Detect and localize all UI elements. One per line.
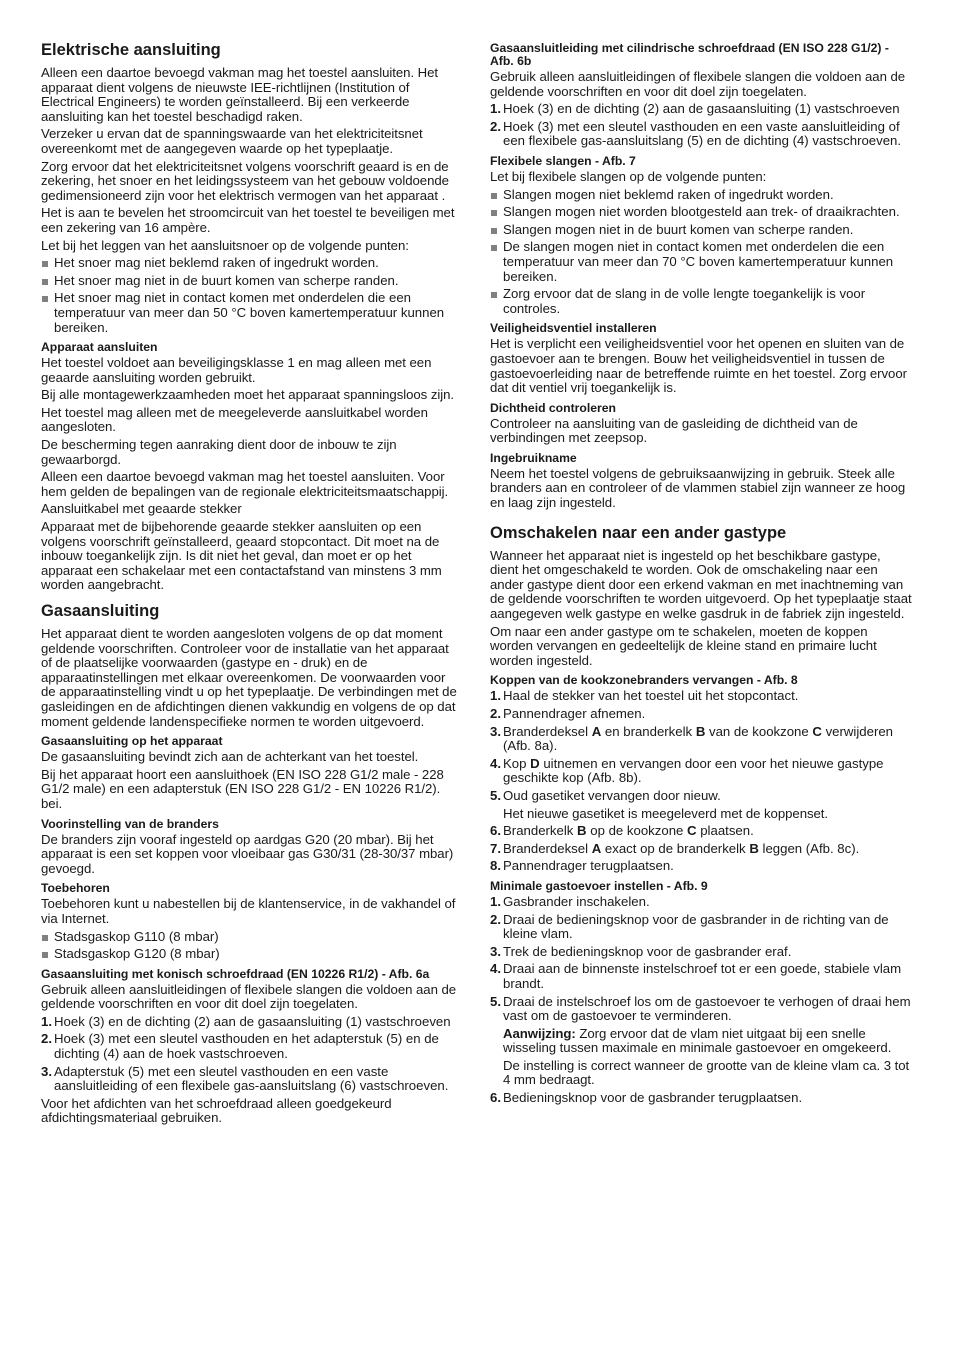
paragraph: Gebruik alleen aansluitleidingen of flexibele slangen die voldoen aan de geldende voorschriften en voor dit doel zijn toegelaten. — [490, 69, 906, 99]
heading-konisch-schroefdraad: Gasaansluiting met konisch schroefdraad (EN 10226 R1/2) - Afb. 6a — [41, 966, 430, 981]
heading-minimale-gastoevoer: Minimale gastoevoer instellen - Afb. 9 — [490, 878, 708, 893]
step-number: 2. — [490, 706, 501, 721]
list-item-text: Slangen mogen niet beklemd raken of ingedrukt worden. — [503, 186, 834, 202]
bullet-square-icon — [491, 210, 497, 216]
step-number: 1. — [490, 688, 501, 704]
part-label: B — [749, 840, 759, 856]
list-item-text: Trek de bedieningsknop voor de gasbrander eraf. — [503, 943, 792, 959]
paragraph: Verzeker u ervan dat de spanningswaarde van het elektriciteitsnet overeenkomt met de aangegeven waarde op het typeplaatje. — [41, 126, 423, 156]
heading-cilindrische-schroefdraad: Gasaansluitleiding met cilindrische schroefdraad (EN ISO 228 G1/2) - Afb. 6b — [490, 41, 889, 68]
step-number: 2. — [490, 118, 501, 134]
step-number: 5. — [490, 993, 501, 1009]
bullet-list — [41, 256, 463, 335]
heading-gasaansluiting-op-apparaat: Gasaansluiting op het apparaat — [41, 734, 223, 749]
paragraph: De bescherming tegen aanraking dient door de inbouw te zijn gewaarborgd. — [41, 437, 397, 467]
list-item-text: De slangen mogen niet in contact komen met onderdelen die een temperatuur van meer dan 70 °C boven kamertemperatuur kunnen bereiken. — [503, 239, 894, 284]
list-item-text — [503, 724, 893, 754]
list-item-text: Het snoer mag niet in de buurt komen van scherpe randen. — [54, 272, 399, 288]
paragraph: Het is aan te bevelen het stroomcircuit van het toestel te beveiligen met een zekering van 16 ampère. — [41, 205, 455, 235]
list-item-text: Hoek (3) en de dichting (2) aan de gasaansluiting (1) vastschroeven — [503, 101, 900, 117]
list-item-text: Slangen mogen niet in de buurt komen van scherpe randen. — [503, 221, 854, 237]
paragraph: Controleer na aansluiting van de gasleiding de dichtheid van de verbindingen met zeepsop. — [490, 415, 858, 446]
bullet-square-icon — [42, 935, 48, 941]
paragraph: Om naar een ander gastype om te schakelen, moeten de koppen worden vervangen en gedeeltelijk de kleine stand en primaire lucht worden ingesteld. — [490, 623, 877, 668]
list-item-text: Stadsgaskop G120 (8 mbar) — [54, 946, 220, 962]
paragraph: Gebruik alleen aansluitleidingen of flexibele slangen die voldoen aan de geldende voorschriften en voor dit doel zijn toegelaten. — [41, 981, 457, 1012]
step-number: 8. — [490, 858, 501, 874]
bullet-square-icon — [42, 296, 48, 302]
bullet-square-icon — [491, 193, 497, 199]
heading-voorinstelling-branders: Voorinstelling van de branders — [41, 816, 219, 831]
list-item — [490, 205, 912, 220]
list-item — [490, 689, 912, 704]
bullet-square-icon — [42, 952, 48, 958]
list-item-text: Hoek (3) met een sleutel vasthouden en een vaste aansluitleiding of een flexibele gas-aansluitslang (5) en de dichting (4) vastschroeven. — [503, 118, 902, 149]
step-number: 4. — [490, 961, 501, 977]
paragraph: Toebehoren kunt u nabestellen bij de klantenservice, in de vakhandel of via Internet. — [41, 896, 456, 926]
step-number: 7. — [490, 840, 501, 856]
list-item — [490, 757, 912, 786]
list-item-text — [503, 823, 754, 838]
paragraph: Alleen een daartoe bevoegd vakman mag het toestel aansluiten. Voor hem gelden de bepalingen van de regionale elektriciteitsmaatschappij. — [41, 469, 449, 499]
list-item — [490, 725, 912, 754]
paragraph: Het toestel voldoet aan beveiligingsklasse 1 en mag alleen met een geaarde aansluiting worden gebruikt. — [41, 355, 432, 385]
part-label: B — [695, 723, 706, 739]
heading-dichtheid-controleren: Dichtheid controleren — [490, 400, 616, 415]
numbered-list — [490, 689, 912, 803]
part-label: C — [687, 823, 697, 839]
list-item-text: Pannendrager terugplaatsen. — [503, 858, 674, 874]
text-run: exact op de branderkelk — [601, 840, 750, 856]
step-note: Het nieuwe gasetiket is meegeleverd met de koppenset. — [503, 805, 829, 821]
list-item — [41, 1032, 463, 1061]
list-item-text: Haal de stekker van het toestel uit het stopcontact. — [503, 688, 799, 704]
paragraph: Aansluitkabel met geaarde stekker — [41, 501, 242, 517]
heading-gasaansluiting: Gasaansluiting — [41, 602, 160, 620]
list-item-text — [503, 756, 884, 786]
text-run: plaatsen. — [696, 823, 754, 839]
list-item — [490, 287, 912, 316]
note-paragraph — [490, 1027, 912, 1056]
part-label: C — [812, 723, 822, 739]
step-number: 3. — [41, 1063, 52, 1079]
list-item — [490, 188, 912, 203]
left-column — [41, 40, 463, 1129]
numbered-list — [490, 102, 912, 149]
list-item — [490, 913, 912, 942]
numbered-list — [41, 1015, 463, 1094]
paragraph: Het toestel mag alleen met de meegeleverde aansluitkabel worden aangesloten. — [41, 404, 428, 435]
list-item-text: Draai aan de binnenste instelschroef tot er een goede, stabiele vlam brandt. — [503, 961, 902, 991]
list-item — [41, 274, 463, 289]
heading-veiligheidsventiel: Veiligheidsventiel installeren — [490, 321, 657, 336]
text-run: Branderdeksel — [503, 840, 592, 856]
heading-koppen-vervangen: Koppen van de kookzonebranders vervangen - Afb. 8 — [490, 673, 798, 688]
note-text: Zorg ervoor dat de vlam niet uitgaat bij een snelle wisseling tussen maximale en minimale gastoevoer en omgekeerd. — [503, 1025, 892, 1056]
paragraph: Alleen een daartoe bevoegd vakman mag het toestel aansluiten. Het apparaat dient volgens de nieuwste IEE-richtlijnen (Institution of Electrical Engineers) te worden geïnstalleerd. Bij een verkeerde aansluiting kan het toestel beschadigd raken. — [41, 65, 439, 124]
list-item-text: Hoek (3) met een sleutel vasthouden en het adapterstuk (5) en de dichting (4) aan de hoek vastschroeven. — [54, 1031, 439, 1062]
heading-omschakelen-gastype: Omschakelen naar een ander gastype — [490, 523, 787, 542]
bullet-list — [490, 188, 912, 317]
note-label: Aanwijzing: — [503, 1025, 576, 1041]
text-run: op de kookzone — [586, 823, 688, 839]
step-number: 2. — [41, 1031, 52, 1047]
list-item — [490, 223, 912, 238]
part-label: A — [591, 840, 602, 856]
paragraph: De gasaansluiting bevindt zich aan de achterkant van het toestel. — [41, 749, 419, 765]
numbered-list — [490, 1091, 912, 1106]
list-item — [490, 895, 912, 910]
list-item-text: Stadsgaskop G110 (8 mbar) — [54, 928, 219, 944]
list-item — [41, 1065, 463, 1094]
list-item-text: Zorg ervoor dat de slang in de volle lengte toegankelijk is voor controles. — [503, 286, 866, 316]
list-item — [490, 1091, 912, 1106]
list-item-text: Oud gasetiket vervangen door nieuw. — [503, 787, 721, 803]
list-item — [490, 945, 912, 960]
list-item — [41, 291, 463, 335]
step-number: 3. — [490, 723, 501, 739]
paragraph: Let bij flexibele slangen op de volgende punten: — [490, 168, 767, 184]
list-item — [41, 947, 463, 962]
paragraph: Het is verplicht een veiligheidsventiel voor het openen en sluiten van de gastoevoer aan te brengen. Bouw het veiligheidsventiel in tussen de gastoevoerleiding naar de betreffende ruimte en het toestel. Zorg ervoor dat dit ventiel vrij toegankelijk is. — [490, 336, 907, 396]
paragraph: Voor het afdichten van het schroefdraad alleen goedgekeurd afdichtingsmateriaal gebruiken. — [41, 1095, 392, 1126]
bullet-square-icon — [491, 228, 497, 234]
heading-ingebruikname: Ingebruikname — [490, 450, 577, 465]
bullet-square-icon — [42, 261, 48, 267]
heading-flexibele-slangen: Flexibele slangen - Afb. 7 — [490, 153, 636, 168]
list-item-text: Draai de bedieningsknop voor de gasbrander in de richting van de kleine vlam. — [503, 911, 889, 942]
paragraph: Zorg ervoor dat het elektriciteitsnet volgens voorschrift geaard is en de zekering, het snoer en het leidingssysteem van het gebouw voldoende gedimensioneerd zijn voor het elektrisch vermogen van het apparaat . — [41, 158, 449, 203]
list-item — [490, 962, 912, 991]
step-number: 1. — [490, 893, 501, 909]
list-item — [490, 859, 912, 874]
step-number: 6. — [490, 1090, 501, 1106]
heading-elektrische-aansluiting: Elektrische aansluiting — [41, 41, 221, 59]
bullet-square-icon — [491, 245, 497, 251]
step-number: 1. — [490, 101, 501, 117]
list-item — [41, 1015, 463, 1030]
list-item-text: Adapterstuk (5) met een sleutel vasthouden en een vaste aansluitleiding of een flexibele gas-aansluitslang (6) vastschroeven. — [54, 1063, 449, 1094]
list-item — [490, 240, 912, 284]
bullet-square-icon — [491, 292, 497, 298]
numbered-list — [490, 895, 912, 1024]
paragraph: Bij alle montagewerkzaamheden moet het apparaat spanningsloos zijn. — [41, 387, 455, 403]
list-item-text: Het snoer mag niet beklemd raken of ingedrukt worden. — [54, 255, 379, 271]
list-item-text: Pannendrager afnemen. — [503, 706, 646, 721]
list-item-text: Draai de instelschroef los om de gastoevoer te verhogen of draai hem vast om de gastoevoer te verminderen. — [503, 993, 911, 1024]
text-run: en branderkelk — [601, 723, 696, 739]
step-number: 1. — [41, 1013, 52, 1029]
list-item-text: Bedieningsknop voor de gasbrander terugplaatsen. — [503, 1090, 803, 1106]
note-paragraph: De instelling is correct wanneer de grootte van de kleine vlam ca. 3 tot 4 mm bedraagt. — [503, 1057, 910, 1088]
list-item — [490, 824, 912, 839]
list-item — [490, 789, 912, 804]
text-run: Branderdeksel — [503, 723, 592, 739]
numbered-list — [490, 824, 912, 874]
list-item-text: Gasbrander inschakelen. — [503, 893, 650, 909]
paragraph: Het apparaat dient te worden aangesloten volgens de op dat moment geldende voorschriften. Controleer voor de installatie van het apparaat of de plaatselijke voorwaarden (gastype en - druk) en de apparaatinstellingen met elkaar overeenkomen. De voorwaarden voor de apparaatinstelling vindt u op het typeplaatje. De verbindingen met de gasleidingen en de afdichtingen dienen vakkundig en volgens de op dat moment geldende landenspecifieke normen te worden uitgevoerd. — [41, 626, 457, 729]
right-column — [490, 40, 912, 1109]
text-run: verwijderen (Afb. 8a). — [503, 723, 894, 754]
text-run: leggen (Afb. 8c). — [758, 840, 860, 856]
paragraph: Neem het toestel volgens de gebruiksaanwijzing in gebruik. Steek alle branders aan en controleer of de vlammen stabiel zijn wanneer ze hoog en laag zijn ingesteld. — [490, 465, 906, 511]
part-label: B — [577, 823, 587, 839]
paragraph: Bij het apparaat hoort een aansluithoek (EN ISO 228 G1/2 male - 228 G1/2 male) en een adapterstuk (EN ISO 228 G1/2 - EN 10226 R1/2). bei. — [41, 766, 444, 811]
paragraph: Apparaat met de bijbehorende geaarde stekker aansluiten op een volgens voorschrift geïnstalleerd, geaard stopcontact. Dit moet na de inbouw toegankelijk zijn. Is dit niet het geval, dan moet er op het apparaat een schakelaar met een contactafstand van minstens 3 mm worden aangebracht. — [41, 519, 442, 593]
list-item — [490, 842, 912, 857]
list-item — [41, 930, 463, 945]
part-label: D — [530, 755, 540, 771]
heading-apparaat-aansluiten: Apparaat aansluiten — [41, 340, 158, 355]
paragraph: Wanneer het apparaat niet is ingesteld op het beschikbare gastype, dient het omgeschakeld te worden. Ook de omschakeling naar een ander gastype dient door een erkend vakman en met inachtneming van de geldende voorschriften te worden uitgevoerd. Op het typeplaatje staat aangegeven welk gastype en welke gasdruk in de fabriek zijn ingesteld. — [490, 547, 912, 622]
list-item — [490, 995, 912, 1024]
list-item-text — [503, 841, 859, 856]
step-number: 2. — [490, 911, 501, 927]
list-item — [41, 256, 463, 271]
part-label: A — [591, 723, 602, 739]
step-number: 3. — [490, 943, 501, 959]
list-item — [490, 707, 912, 722]
paragraph: De branders zijn vooraf ingesteld op aardgas G20 (20 mbar). Bij het apparaat is een set koppen voor vloeibaar gas G30/31 (28-30/37 mbar) gevoegd. — [41, 831, 454, 876]
text-run: Kop — [503, 755, 531, 771]
bullet-square-icon — [42, 279, 48, 285]
list-item — [490, 120, 912, 149]
list-item-text: Het snoer mag niet in contact komen met onderdelen die een temperatuur van meer dan 50 °C boven kamertemperatuur kunnen bereiken. — [54, 290, 445, 335]
step-number: 6. — [490, 823, 501, 839]
bullet-list — [41, 930, 463, 962]
text-run: van de kookzone — [705, 723, 813, 739]
step-number: 4. — [490, 755, 501, 771]
list-item-text: Slangen mogen niet worden blootgesteld aan trek- of draaikrachten. — [503, 204, 900, 220]
step-number: 5. — [490, 787, 501, 803]
paragraph: Let bij het leggen van het aansluitsnoer op de volgende punten: — [41, 237, 409, 253]
text-run: uitnemen en vervangen door een voor het nieuwe gastype geschikte kop (Afb. 8b). — [503, 755, 884, 786]
list-item — [490, 102, 912, 117]
list-item-text: Hoek (3) en de dichting (2) aan de gasaansluiting (1) vastschroeven — [54, 1013, 451, 1029]
text-run: Branderkelk — [503, 823, 578, 839]
heading-toebehoren: Toebehoren — [41, 881, 110, 896]
